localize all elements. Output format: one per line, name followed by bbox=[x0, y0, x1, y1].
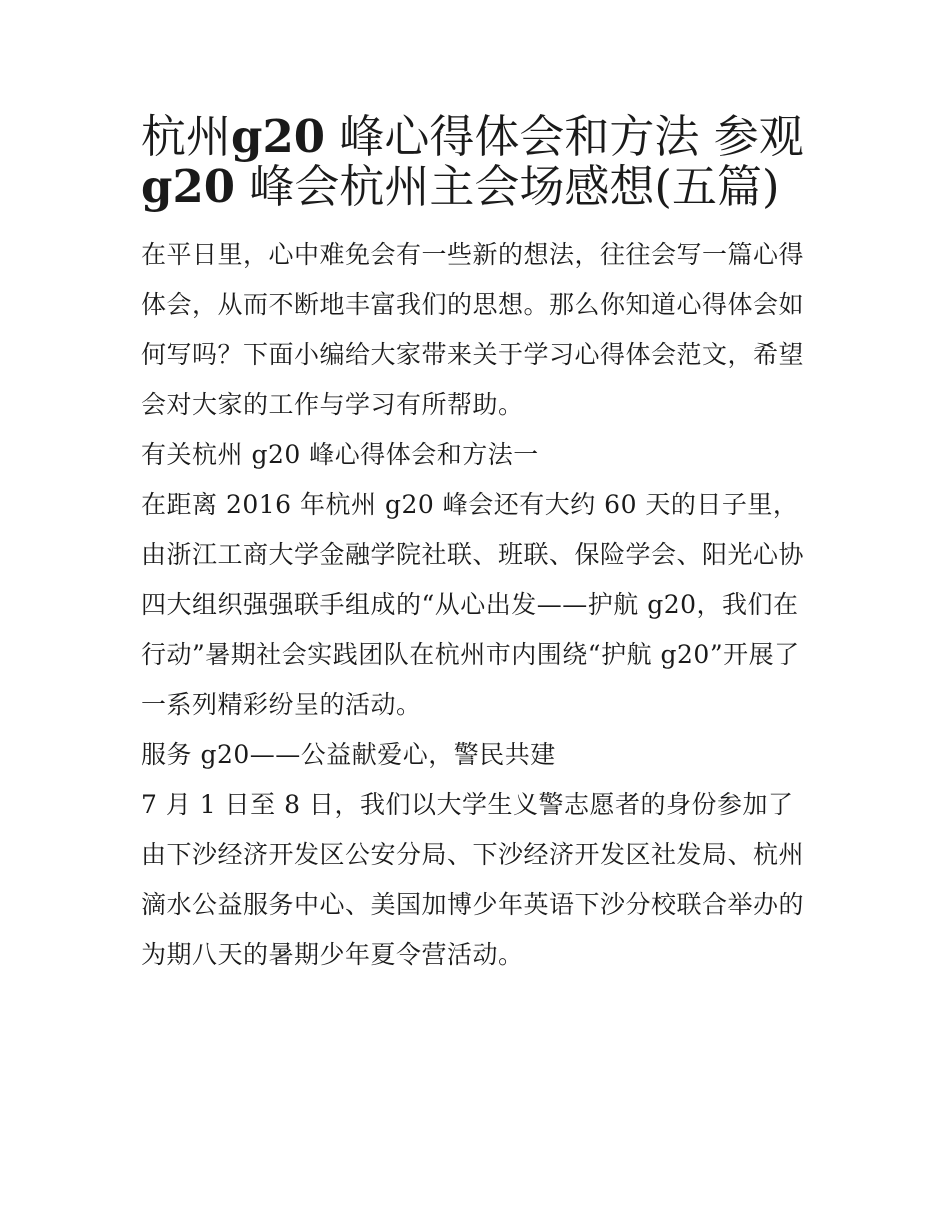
document-page bbox=[141, 112, 816, 980]
title-part-1: 杭州 bbox=[141, 110, 232, 163]
document-body bbox=[141, 230, 816, 980]
subsection-heading-1: 服务 g20——公益献爱心，警民共建 bbox=[141, 740, 556, 769]
intro-paragraph: 在平日里，心中难免会有一些新的想法，往往会写一篇心得体会，从而不断地丰富我们的思想。那么你知道心得体会如何写吗？下面小编给大家带来关于学习心得体会范文，希望会对大家的工作与学习有所帮助。 bbox=[141, 240, 805, 419]
title-part-3: 峰心得体会和方法 参观 bbox=[325, 110, 804, 163]
title-part-2: g20 bbox=[231, 110, 326, 163]
body-paragraph-1: 在距离 2016 年杭州 g20 峰会还有大约 60 天的日子里，由浙江工商大学金融学院社联、班联、保险学会、阳光心协四大组织强强联手组成的“从心出发——护航 g20，我们在行动”暑期社会实践团队在杭州市内围绕“护航 g20”开展了一系列精彩纷呈的活动。 bbox=[141, 490, 805, 719]
title-part-4: g20 bbox=[141, 160, 236, 213]
body-paragraph-2: 7 月 1 日至 8 日，我们以大学生义警志愿者的身份参加了由下沙经济开发区公安分局、下沙经济开发区社发局、杭州滴水公益服务中心、美国加博少年英语下沙分校联合举办的为期八天的暑期少年夏令营活动。 bbox=[141, 790, 805, 969]
section-heading-1: 有关杭州 g20 峰心得体会和方法一 bbox=[141, 440, 539, 469]
title-part-5: 峰会杭州主会场感想(五篇) bbox=[235, 160, 780, 213]
document-title bbox=[141, 112, 816, 212]
